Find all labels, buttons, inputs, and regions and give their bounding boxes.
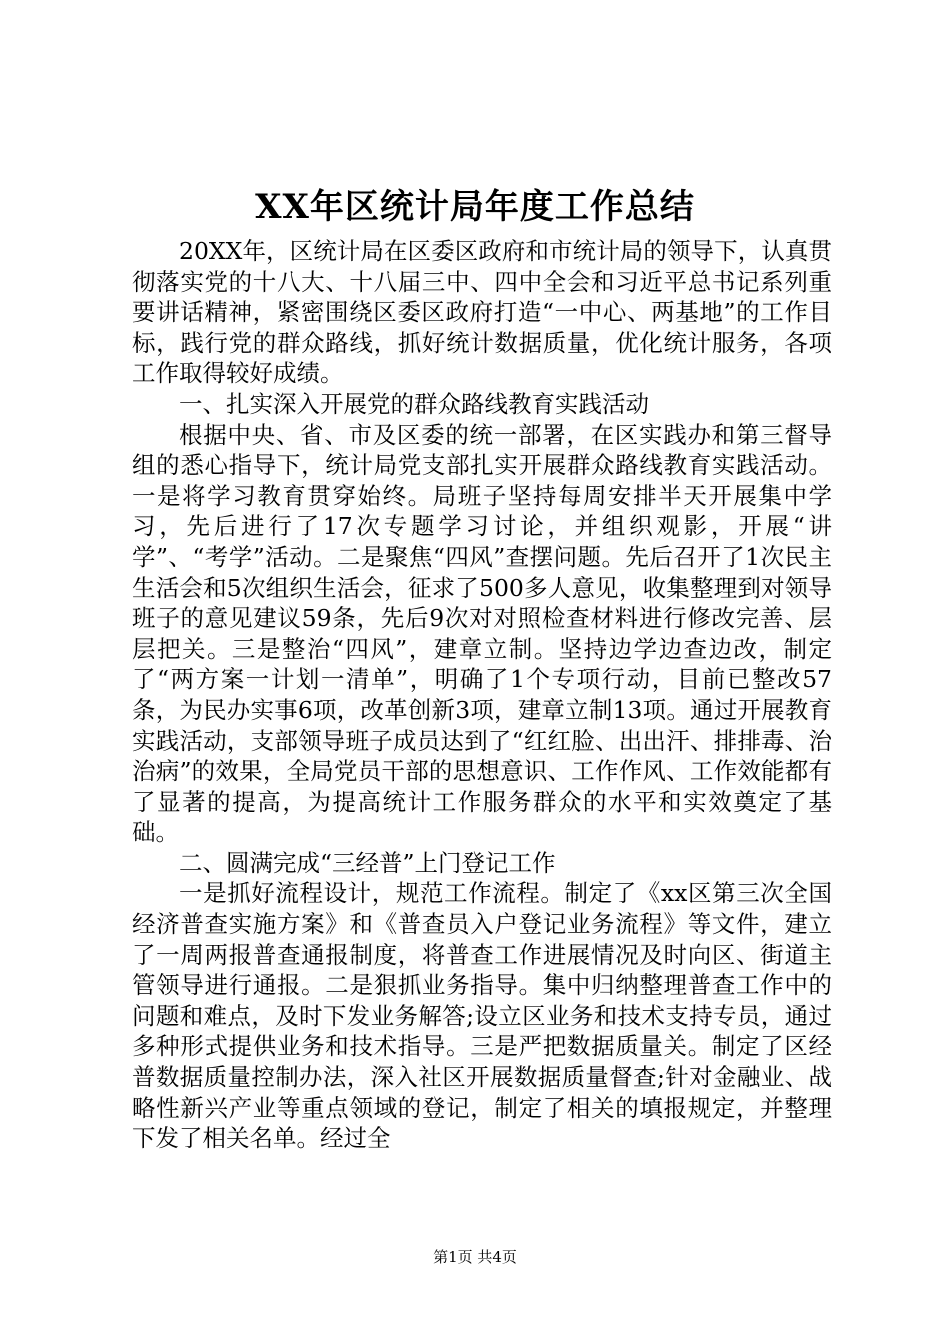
- document-title: XX年区统计局年度工作总结: [255, 187, 695, 227]
- page-footer: 第1页 共4页: [433, 1248, 517, 1266]
- section-heading-1: 一、扎实深入开展党的群众路线教育实践活动: [179, 389, 649, 418]
- section-heading-2: 二、圆满完成“三经普”上门登记工作: [179, 848, 556, 877]
- document-body: [132, 236, 832, 1154]
- section-1-paragraph: 根据中央、省、市及区委的统一部署，在区实践办和第三督导组的悉心指导下，统计局党支部扎实开展群众路线教育实践活动。一是将学习教育贯穿始终。局班子坚持每周安排半天开展集中学习，先后进行了17次专题学习讨论，并组织观影，开展“讲学”、“考学”活动。二是聚焦“四风”查摆问题。先后召开了1次民主生活会和5次组织生活会，征求了500多人意见，收集整理到对领导班子的意见建议59条，先后9次对对照检查材料进行修改完善、层层把关。三是整治“四风”，建章立制。坚持边学边查边改，制定了“两方案一计划一清单”，明确了1个专项行动，目前已整改57条，为民办实事6项，改革创新3项，建章立制13项。通过开展教育实践活动，支部领导班子成员达到了“红红脸、出出汗、排排毒、治治病”的效果，全局党员干部的思想意识、工作作风、工作效能都有了显著的提高，为提高统计工作服务群众的水平和实效奠定了基础。: [132, 420, 832, 847]
- intro-paragraph: 20XX年，区统计局在区委区政府和市统计局的领导下，认真贯彻落实党的十八大、十八届三中、四中全会和习近平总书记系列重要讲话精神，紧密围绕区委区政府打造“一中心、两基地”的工作目标，践行党的群众路线，抓好统计数据质量，优化统计服务，各项工作取得较好成绩。: [132, 237, 832, 388]
- section-2-paragraph: 一是抓好流程设计，规范工作流程。制定了《xx区第三次全国经济普查实施方案》和《普查员入户登记业务流程》等文件，建立了一周两报普查通报制度，将普查工作进展情况及时向区、街道主管领导进行通报。二是狠抓业务指导。集中归纳整理普查工作中的问题和难点，及时下发业务解答;设立区业务和技术支持专员，通过多种形式提供业务和技术指导。三是严把数据质量关。制定了区经普数据质量控制办法，深入社区开展数据质量督查;针对金融业、战略性新兴产业等重点领域的登记，制定了相关的填报规定，并整理下发了相关名单。经过全: [132, 879, 832, 1153]
